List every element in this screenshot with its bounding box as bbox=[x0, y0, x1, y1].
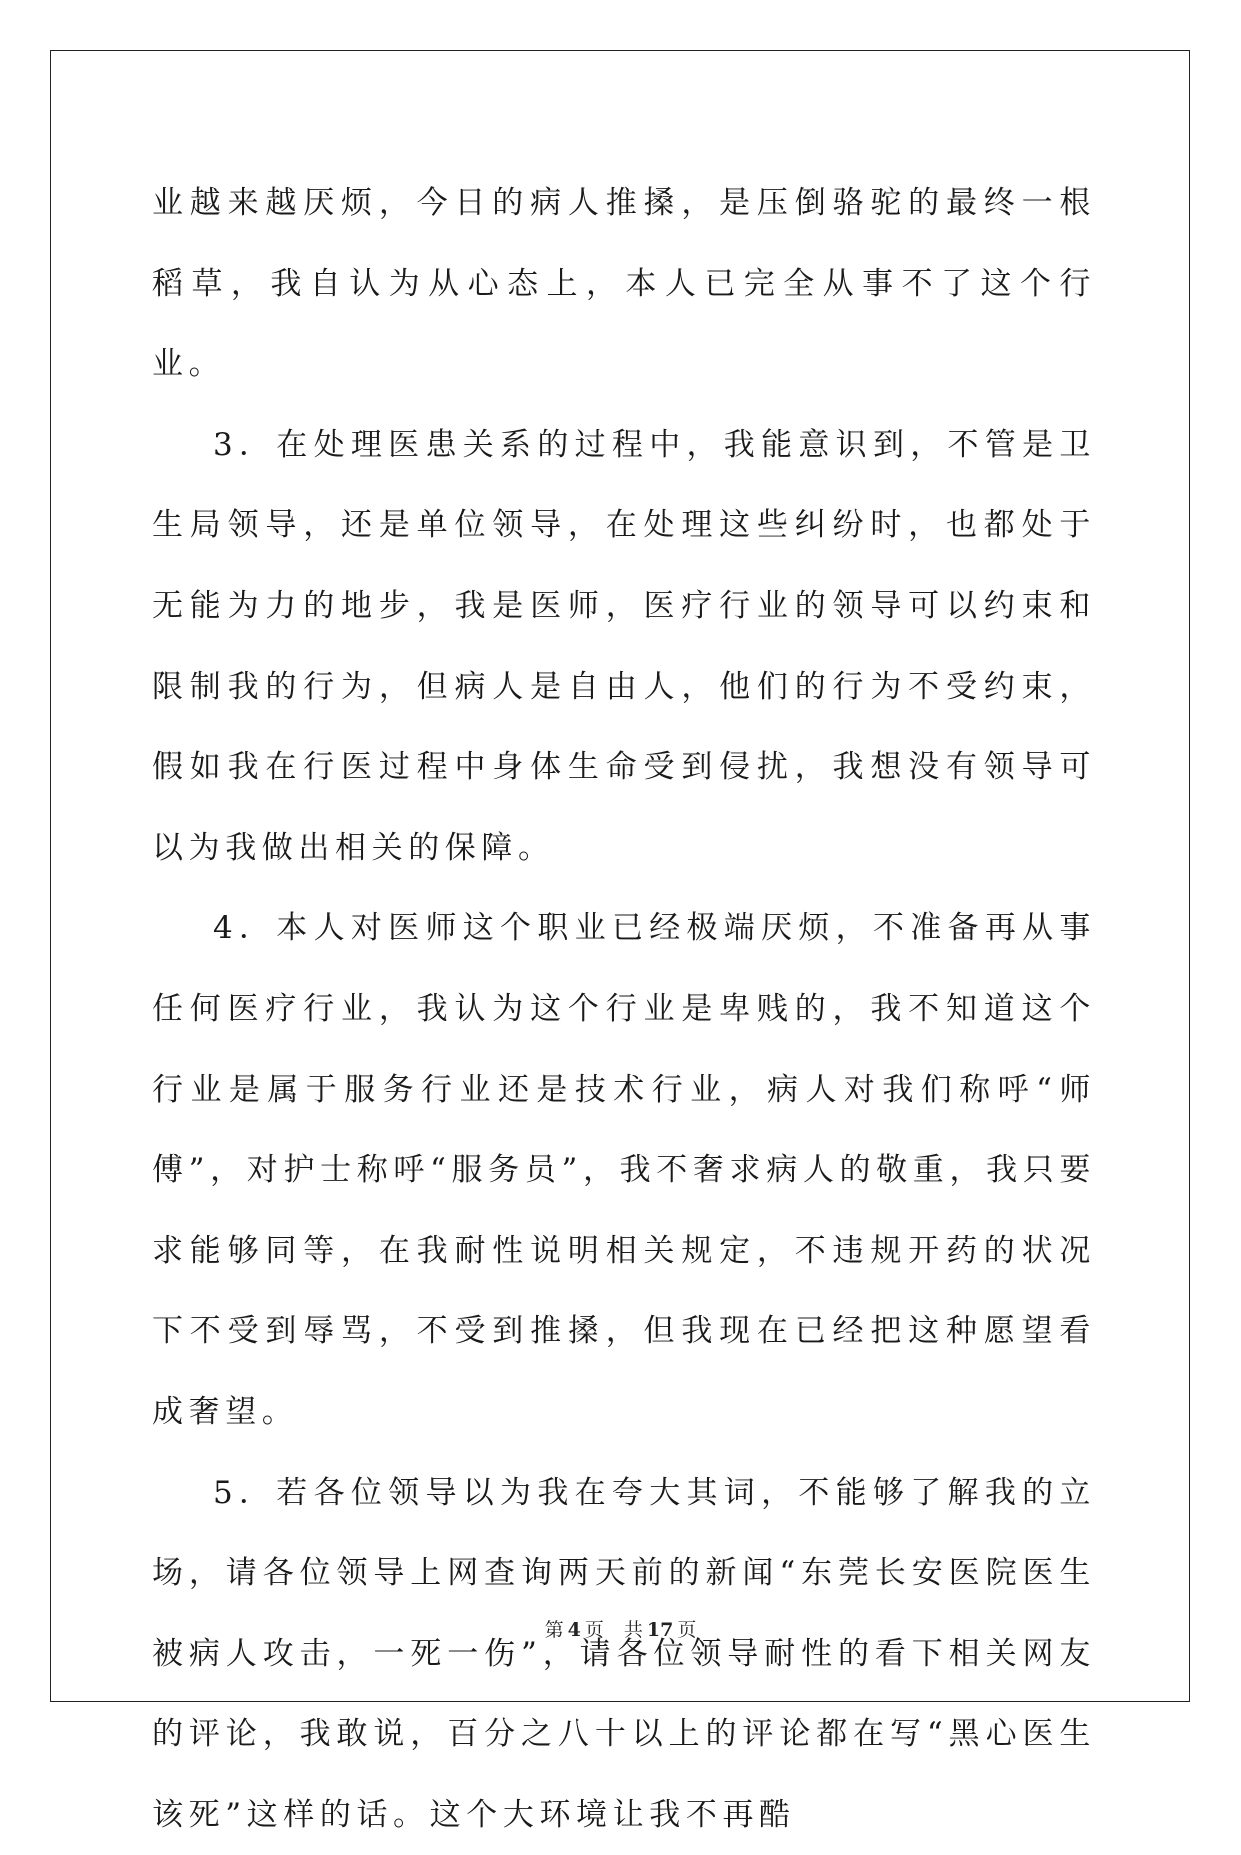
page-prefix: 第 bbox=[545, 1619, 564, 1641]
current-page-number: 4 bbox=[568, 1619, 581, 1641]
page-footer bbox=[0, 1615, 1241, 1642]
paragraph-item-4: 4．本人对医师这个职业已经极端厌烦，不准备再从事任何医疗行业，我认为这个行业是卑贱的，我不知道这个行业是属于服务行业还是技术行业，病人对我们称呼“师傅”，对护士称呼“服务员”，我不奢求病人的敬重，我只要求能够同等，在我耐性说明相关规定，不违规开药的状况下不受到辱骂，不受到推搡，但我现在已经把这种愿望看成奢望。 bbox=[152, 888, 1096, 1452]
paragraph-item-5: 5．若各位领导以为我在夸大其词，不能够了解我的立场，请各位领导上网查询两天前的新闻“东莞长安医院医生被病人攻击，一死一伤”，请各位领导耐性的看下相关网友的评论，我敢说，百分之八十以上的评论都在写“黑心医生该死”这样的话。这个大环境让我不再酷 bbox=[152, 1453, 1096, 1855]
total-page-number: 17 bbox=[647, 1619, 673, 1641]
document-body bbox=[152, 163, 1096, 1855]
paragraph-continuation: 业越来越厌烦，今日的病人推搡，是压倒骆驼的最终一根稻草，我自认为从心态上，本人已完全从事不了这个行业。 bbox=[152, 163, 1096, 405]
paragraph-item-3: 3．在处理医患关系的过程中，我能意识到，不管是卫生局领导，还是单位领导，在处理这些纠纷时，也都处于无能为力的地步，我是医师，医疗行业的领导可以约束和限制我的行为，但病人是自由人，他们的行为不受约束，假如我在行医过程中身体生命受到侵扰，我想没有领导可以为我做出相关的保障。 bbox=[152, 405, 1096, 889]
total-suffix: 页 bbox=[677, 1619, 696, 1641]
page-suffix: 页 bbox=[585, 1619, 604, 1641]
total-prefix: 共 bbox=[624, 1619, 643, 1641]
